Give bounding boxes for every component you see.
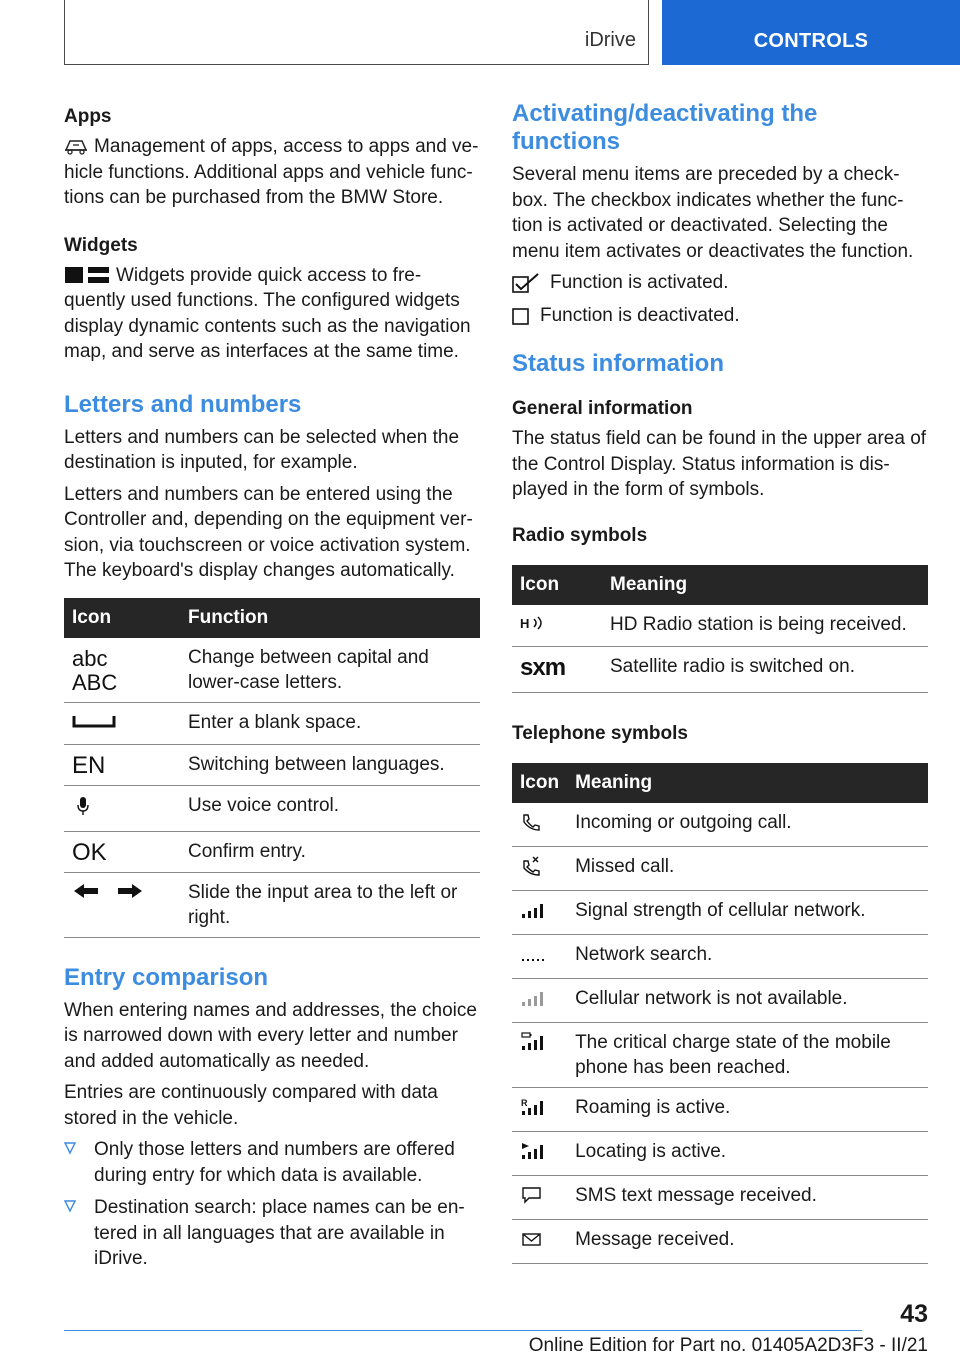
space-icon <box>72 712 116 730</box>
checkbox-checked-icon <box>512 273 540 293</box>
network-search-icon-cell <box>512 934 567 978</box>
space-icon-cell <box>64 702 188 744</box>
status-info-heading: Status information <box>512 350 725 377</box>
table-header-icon: Icon <box>64 598 188 638</box>
table-row <box>64 872 480 937</box>
arrows-left-right-icon-cell <box>64 872 188 937</box>
footer-divider <box>64 1330 862 1331</box>
table-row <box>512 846 928 890</box>
apps-icon <box>64 137 88 155</box>
abc-lower: abc <box>72 645 108 671</box>
activated-text: Function is activated. <box>550 272 729 293</box>
message-icon-cell <box>512 1219 567 1263</box>
hd-radio-icon <box>520 614 548 632</box>
table-cell-text: Change between capital and lower-case letters. <box>188 638 480 703</box>
table-row <box>512 605 928 647</box>
signal-strength-icon <box>520 900 548 920</box>
table-header-icon: Icon <box>512 763 567 803</box>
missed-call-icon <box>520 856 542 876</box>
microphone-icon-cell <box>64 785 188 831</box>
table-row <box>512 1175 928 1219</box>
letters-numbers-p2: Letters and numbers can be entered using the Controller and, depending on the equipment ver‐sion, via touchscreen or voice activation system. The keyboard's display changes automatically. <box>64 483 473 581</box>
missed-call-icon-cell <box>512 846 567 890</box>
svg-text:sxm: sxm <box>520 655 566 678</box>
table-row <box>512 646 928 692</box>
widgets-text: Widgets provide quick access to fre‐quently used functions. The configured widgets display dynamic contents such as the navigation map, and serve as interfaces at the same time. <box>64 264 471 362</box>
abc-ABC-icon <box>64 638 188 703</box>
apps-heading: Apps <box>64 106 112 127</box>
activating-heading: Activating/deactivating the functions <box>512 100 818 155</box>
letters-numbers-heading: Letters and numbers <box>64 390 302 418</box>
sms-icon <box>520 1185 544 1205</box>
microphone-icon <box>76 795 90 817</box>
general-info-text: The status field can be found in the upper area of the Control Display. Status information is dis‐played in the form of symbols. <box>512 428 927 500</box>
table-cell-text: The critical charge state of the mobile phone has been reached. <box>567 1022 928 1087</box>
entry-bullets <box>64 1137 480 1272</box>
sxm-icon-cell <box>512 646 604 692</box>
general-info-heading: General information <box>512 398 693 419</box>
table-row <box>64 744 480 785</box>
svg-text:H: H <box>520 615 530 631</box>
table-row <box>512 978 928 1022</box>
locating-icon <box>520 1141 548 1161</box>
table-row <box>512 1022 928 1087</box>
EN-icon: EN <box>64 744 188 785</box>
hd-radio-icon-cell <box>512 605 604 647</box>
widgets-icon <box>64 266 110 284</box>
apps-text: Management of apps, access to apps and ve‐hicle functions. Additional apps and vehicle func‐tions can be purchased from the BMW Store. <box>64 136 479 208</box>
table-cell-text: Incoming or outgoing call. <box>567 803 928 847</box>
table-cell-text: Switching between languages. <box>188 744 480 785</box>
right-column <box>512 100 928 1264</box>
sms-icon-cell <box>512 1175 567 1219</box>
deactivated-text: Function is deactivated. <box>540 305 740 326</box>
table-header-row <box>512 565 928 605</box>
table-row <box>512 803 928 847</box>
activated-row <box>512 270 928 295</box>
triangle-bullet-icon <box>64 1141 76 1155</box>
table-header-meaning: Meaning <box>604 565 928 605</box>
signal-strength-icon-cell <box>512 890 567 934</box>
table-cell-text: Confirm entry. <box>188 831 480 872</box>
header-section-title: iDrive <box>584 29 636 51</box>
header-tab-controls[interactable] <box>662 0 960 65</box>
table-cell-text: Enter a blank space. <box>188 702 480 744</box>
telephone-symbols-table <box>512 763 928 1264</box>
table-row <box>512 1087 928 1131</box>
table-cell-text: Slide the input area to the left or right. <box>188 872 480 937</box>
table-cell-text: Cellular network is not available. <box>567 978 928 1022</box>
table-cell-text: Locating is active. <box>567 1131 928 1175</box>
checkbox-unchecked-icon <box>512 306 530 326</box>
table-header-row <box>512 763 928 803</box>
table-cell-text: Roaming is active. <box>567 1087 928 1131</box>
table-cell-text: Network search. <box>567 934 928 978</box>
table-cell-text: Signal strength of cellular network. <box>567 890 928 934</box>
sxm-icon <box>520 656 592 678</box>
table-header-icon: Icon <box>512 565 604 605</box>
no-network-icon-cell <box>512 978 567 1022</box>
table-header-row <box>64 598 480 638</box>
table-header-meaning: Meaning <box>567 763 928 803</box>
table-cell-text: SMS text message received. <box>567 1175 928 1219</box>
table-header-function: Function <box>188 598 480 638</box>
table-row <box>512 1219 928 1263</box>
table-row <box>512 890 928 934</box>
svg-text:R: R <box>521 1097 528 1108</box>
deactivated-row <box>512 303 928 328</box>
triangle-bullet-icon <box>64 1199 76 1213</box>
table-row <box>512 934 928 978</box>
list-item: Destination search: place names can be en‐tered in all languages that are available in iDrive. <box>64 1195 480 1272</box>
locating-icon-cell <box>512 1131 567 1175</box>
header-section-box <box>64 0 649 65</box>
no-network-icon <box>520 988 548 1008</box>
critical-charge-icon <box>520 1032 548 1052</box>
footer-edition: Online Edition for Part no. 01405A2D3F3 - II/21 <box>528 1335 928 1356</box>
phone-call-icon-cell <box>512 803 567 847</box>
activating-text: Several menu items are preceded by a check‐box. The checkbox indicates whether the func‐tion is activated or deactivated. Selecting the menu item activates or deactivates the function. <box>512 164 914 262</box>
table-cell-text: Missed call. <box>567 846 928 890</box>
table-row <box>64 702 480 744</box>
table-cell-text: HD Radio station is being received. <box>604 605 928 647</box>
widgets-heading: Widgets <box>64 234 138 256</box>
critical-charge-icon-cell <box>512 1022 567 1087</box>
message-envelope-icon <box>520 1229 544 1249</box>
radio-symbols-heading: Radio symbols <box>512 524 648 546</box>
table-row <box>64 785 480 831</box>
page-number: 43 <box>900 1300 928 1328</box>
OK-icon: OK <box>64 831 188 872</box>
keyboard-icon-table <box>64 598 480 938</box>
roaming-icon <box>520 1097 548 1117</box>
left-column <box>64 100 480 1279</box>
table-row <box>64 638 480 703</box>
table-row <box>512 1131 928 1175</box>
list-item: Only those letters and numbers are offered during entry for which data is available. <box>64 1137 480 1188</box>
roaming-icon-cell <box>512 1087 567 1131</box>
table-cell-text: Message received. <box>567 1219 928 1263</box>
table-cell-text: Satellite radio is switched on. <box>604 646 928 692</box>
entry-comparison-p1: When entering names and addresses, the choice is narrowed down with every letter and number and added automatically as needed. <box>64 999 477 1072</box>
telephone-symbols-heading: Telephone symbols <box>512 722 688 744</box>
network-search-icon <box>520 944 548 964</box>
entry-comparison-heading: Entry comparison <box>64 963 269 991</box>
abc-upper: ABC <box>72 669 118 695</box>
arrows-left-right-icon <box>72 882 144 900</box>
letters-numbers-p1: Letters and numbers can be selected when the destination is inputed, for example. <box>64 426 460 473</box>
entry-comparison-p2: Entries are continuously compared with data stored in the vehicle. <box>64 1082 438 1129</box>
table-row <box>64 831 480 872</box>
radio-symbols-table <box>512 565 928 693</box>
phone-call-icon <box>520 812 542 832</box>
header-tab-label: CONTROLS <box>753 30 869 52</box>
table-cell-text: Use voice control. <box>188 785 480 831</box>
